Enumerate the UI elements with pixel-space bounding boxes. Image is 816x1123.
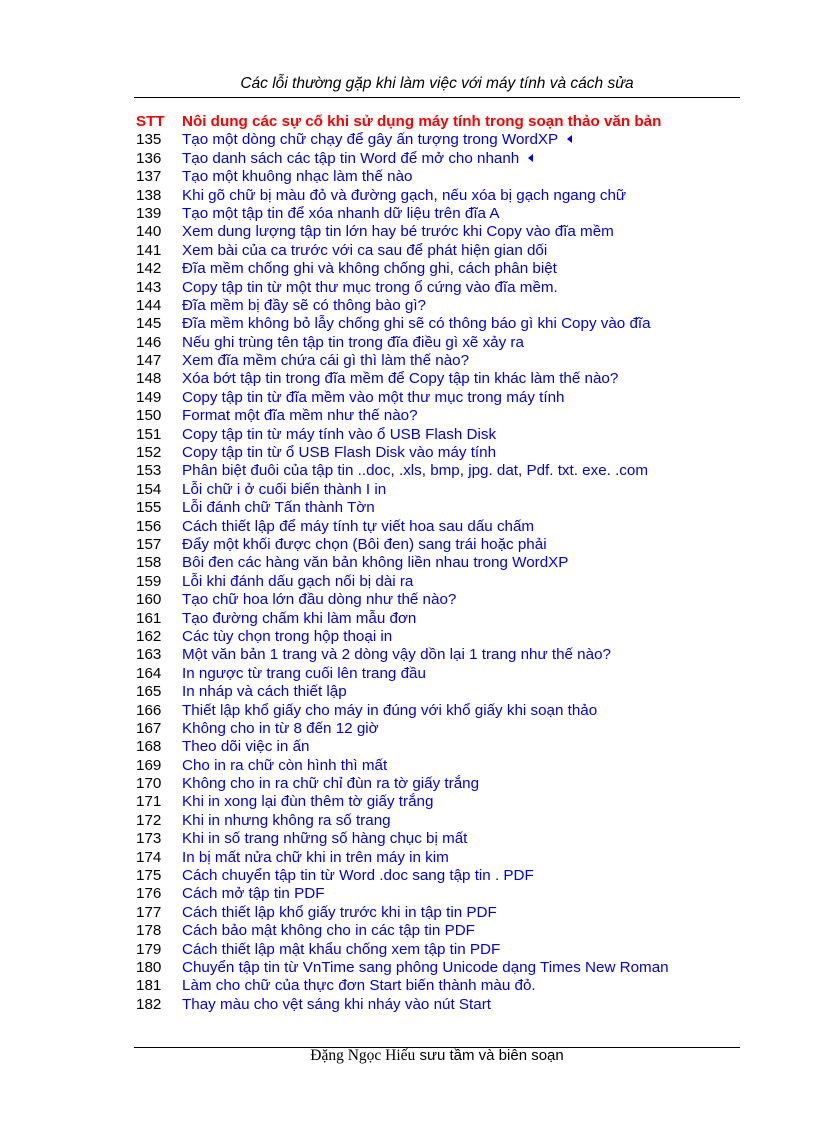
topic-link-label: Tạo danh sách các tập tin Word để mở cho nhanh: [182, 149, 520, 167]
row-number: 179: [136, 940, 162, 958]
row-number: 146: [136, 333, 162, 351]
topic-link[interactable]: [182, 223, 614, 241]
topic-link-label: Copy tập tin từ đĩa mềm vào một thư mục trong máy tính: [182, 388, 565, 406]
topic-link[interactable]: [182, 702, 597, 720]
row-number: 153: [136, 462, 162, 480]
table-row: [136, 591, 736, 609]
topic-link-label: Lỗi chữ i ở cuối biến thành I in: [182, 480, 387, 498]
table-row: [136, 426, 736, 444]
row-number: 178: [136, 922, 162, 940]
topic-link-label: Tạo chữ hoa lớn đầu dòng như thế nào?: [182, 591, 457, 609]
row-number: 155: [136, 499, 162, 517]
topic-link[interactable]: [182, 573, 413, 591]
footer-author: Đặng Ngọc Hiếu: [310, 1047, 416, 1064]
table-row: [136, 297, 736, 315]
row-number: 148: [136, 370, 162, 388]
topic-link[interactable]: [182, 536, 547, 554]
topic-link-label: Thiết lập khổ giấy cho máy in đúng với khổ giấy khi soạn thảo: [182, 701, 598, 719]
topic-link-label: Đẩy một khối được chọn (Bôi đen) sang trái hoặc phải: [182, 535, 547, 553]
table-row: [136, 702, 736, 720]
topic-link-label: Cách bảo mật không cho in các tập tin PDF: [182, 922, 475, 940]
topic-link-label: Copy tập tin từ máy tính vào ổ USB Flash Disk: [182, 425, 497, 443]
topic-link[interactable]: [182, 426, 496, 444]
table-row: [136, 462, 736, 480]
row-number: 164: [136, 664, 162, 682]
topic-link[interactable]: [182, 297, 426, 315]
table-row: [136, 628, 736, 646]
topic-link-label: Xem dung lượng tập tin lớn hay bé trước khi Copy vào đĩa mềm: [182, 223, 614, 241]
page-header-title: Các lỗi thường gặp khi làm việc với máy tính và cách sửa: [240, 75, 634, 92]
topic-link[interactable]: [182, 775, 479, 793]
row-number: 143: [136, 278, 162, 296]
table-row: [136, 518, 736, 536]
topic-link-label: Không cho in ra chữ chỉ đùn ra tờ giấy trắng: [182, 775, 480, 793]
row-number: 159: [136, 572, 162, 590]
topic-link-label: Tạo đường chấm khi làm mẫu đơn: [182, 609, 417, 627]
topic-link-label: Làm cho chữ của thực đơn Start biến thành màu đỏ.: [182, 977, 536, 995]
column-header-number: STT: [136, 113, 165, 130]
topic-link[interactable]: [182, 554, 568, 572]
table-row: [136, 977, 736, 995]
row-number: 162: [136, 627, 162, 645]
topic-link[interactable]: [182, 591, 456, 609]
row-number: 165: [136, 683, 162, 701]
topic-link[interactable]: [182, 885, 324, 903]
row-number: 154: [136, 480, 162, 498]
topic-link-label: Tạo một khuông nhạc làm thế nào: [182, 168, 413, 186]
topic-link[interactable]: [182, 959, 669, 977]
topic-link-label: Tạo một dòng chữ chạy để gây ấn tượng trong WordXP: [182, 131, 559, 149]
topic-link[interactable]: [182, 830, 467, 848]
table-row: [136, 444, 736, 462]
topic-link[interactable]: [182, 260, 557, 278]
row-number: 144: [136, 296, 162, 314]
topic-link[interactable]: [182, 610, 416, 628]
topic-link[interactable]: [182, 462, 648, 480]
table-row: [136, 242, 736, 260]
topic-link[interactable]: [182, 334, 524, 352]
row-number: 137: [136, 168, 162, 186]
table-row: [136, 334, 736, 352]
topic-link-label: Khi gõ chữ bị màu đỏ và đường gạch, nếu xóa bị gạch ngang chữ: [182, 186, 627, 204]
topic-link-label: Format một đĩa mềm như thế nào?: [182, 407, 418, 425]
table-header-row: [136, 113, 736, 131]
header-divider: [134, 97, 740, 98]
topic-link-label: Đĩa mềm không bỏ lẫy chống ghi sẽ có thông báo gì khi Copy vào đĩa: [182, 315, 651, 333]
row-number: 181: [136, 977, 162, 995]
page-footer: [134, 1047, 740, 1065]
topic-link[interactable]: [182, 187, 626, 205]
topic-link[interactable]: [182, 352, 469, 370]
topic-link-label: In ngược từ trang cuối lên trang đầu: [182, 664, 426, 682]
table-row: [136, 315, 736, 333]
row-number: 138: [136, 186, 162, 204]
topic-link-label: Cách mở tập tin PDF: [182, 885, 325, 903]
topic-link[interactable]: [182, 904, 497, 922]
row-number: 139: [136, 204, 162, 222]
row-number: 157: [136, 535, 162, 553]
topic-link-label: Cách chuyển tập tin từ Word .doc sang tập tin . PDF: [182, 867, 534, 885]
row-number: 173: [136, 830, 162, 848]
topic-link-label: Copy tập tin từ một thư mục trong ổ cứng vào đĩa mềm.: [182, 278, 558, 296]
table-row: [136, 499, 736, 517]
footer-credit: sưu tầm và biên soạn: [419, 1047, 564, 1064]
row-number: 142: [136, 260, 162, 278]
topic-link-label: Đĩa mềm bị đầy sẽ có thông bào gì?: [182, 296, 426, 314]
table-row: [136, 407, 736, 425]
topic-link[interactable]: [182, 444, 496, 462]
topic-link-label: Nếu ghi trùng tên tập tin trong đĩa điều gì xẽ xảy ra: [182, 333, 524, 351]
topic-link[interactable]: [182, 665, 426, 683]
row-number: 171: [136, 793, 162, 811]
topic-link-label: Xem bài của ca trước với ca sau để phát hiện gian dối: [182, 241, 548, 259]
table-row: [136, 665, 736, 683]
topic-link-label: Một văn bản 1 trang và 2 dòng vậy dồn lại 1 trang như thế nào?: [182, 646, 611, 664]
table-row: [136, 168, 736, 186]
topic-link[interactable]: [182, 168, 413, 186]
row-number: 147: [136, 352, 162, 370]
row-number: 163: [136, 646, 162, 664]
column-header-content: Nôi dung các sự cố khi sử dụng máy tính trong soạn thảo văn bản: [182, 113, 662, 130]
table-row: [136, 775, 736, 793]
topic-link-label: In nháp và cách thiết lập: [182, 683, 347, 701]
row-number: 166: [136, 701, 162, 719]
table-row: [136, 205, 736, 223]
topic-link-label: Phân biệt đuôi của tập tin ..doc, .xls, bmp, jpg. dat, Pdf. txt. exe. .com: [182, 462, 648, 480]
row-number: 145: [136, 315, 162, 333]
row-number: 168: [136, 738, 162, 756]
table-row: [136, 793, 736, 811]
row-number: 169: [136, 756, 162, 774]
row-number: 170: [136, 775, 162, 793]
topic-link-label: Cho in ra chữ còn hình thì mất: [182, 756, 388, 774]
topic-link-label: Xem đĩa mềm chứa cái gì thì làm thế nào?: [182, 352, 470, 370]
topic-link-label: Cách thiết lập để máy tính tự viết hoa sau dấu chấm: [182, 517, 535, 535]
table-row: [136, 389, 736, 407]
row-number: 182: [136, 995, 162, 1013]
topic-link-label: Khi in số trang những số hàng chục bị mất: [182, 830, 468, 848]
row-number: 160: [136, 591, 162, 609]
table-row: [136, 996, 736, 1014]
row-number: 175: [136, 867, 162, 885]
topic-link[interactable]: [182, 941, 500, 959]
topic-link[interactable]: [182, 279, 558, 297]
topic-link-label: Tạo một tập tin để xóa nhanh dữ liệu trên đĩa A: [182, 204, 500, 222]
table-row: [136, 150, 736, 168]
topic-link[interactable]: [182, 683, 347, 701]
topic-link[interactable]: [182, 977, 536, 995]
table-row: [136, 370, 736, 388]
row-number: 136: [136, 149, 162, 167]
row-number: 150: [136, 407, 162, 425]
table-row: [136, 131, 736, 149]
topic-link-label: Copy tập tin từ ổ USB Flash Disk vào máy tính: [182, 444, 497, 462]
topic-link[interactable]: [182, 205, 500, 223]
row-number: 151: [136, 425, 162, 443]
table-row: [136, 481, 736, 499]
topic-link-label: Các tùy chọn trong hộp thoại in: [182, 627, 393, 645]
row-number: 180: [136, 958, 162, 976]
table-row: [136, 573, 736, 591]
table-row: [136, 738, 736, 756]
topic-link-label: Lỗi khi đánh dấu gạch nối bị dài ra: [182, 572, 414, 590]
back-arrow-icon[interactable]: [567, 135, 572, 143]
topic-link-label: Thay màu cho vệt sáng khi nháy vào nút Start: [182, 995, 491, 1013]
row-number: 152: [136, 444, 162, 462]
topic-link-label: In bị mất nửa chữ khi in trên máy in kim: [182, 848, 449, 866]
topic-link[interactable]: [182, 370, 618, 388]
topic-link[interactable]: [182, 738, 310, 756]
table-row: [136, 812, 736, 830]
table-row: [136, 352, 736, 370]
row-number: 167: [136, 719, 162, 737]
table-row: [136, 646, 736, 664]
table-body: [136, 131, 736, 1014]
table-row: [136, 941, 736, 959]
topic-link[interactable]: [182, 849, 449, 867]
topic-link-label: Đĩa mềm chống ghi và không chống ghi, cách phân biệt: [182, 260, 557, 278]
topic-table: [136, 113, 736, 1014]
topic-link[interactable]: [182, 922, 475, 940]
table-row: [136, 867, 736, 885]
row-number: 140: [136, 223, 162, 241]
topic-link[interactable]: [182, 131, 572, 149]
table-row: [136, 554, 736, 572]
table-row: [136, 187, 736, 205]
table-row: [136, 757, 736, 775]
table-row: [136, 260, 736, 278]
topic-link[interactable]: [182, 389, 564, 407]
row-number: 161: [136, 609, 162, 627]
topic-link-label: Theo dõi việc in ấn: [182, 738, 310, 756]
topic-link[interactable]: [182, 407, 418, 425]
table-row: [136, 922, 736, 940]
table-row: [136, 610, 736, 628]
topic-link-label: Lỗi đánh chữ Tấn thành Tờn: [182, 499, 375, 517]
row-number: 156: [136, 517, 162, 535]
topic-link-label: Khi in xong lại đùn thêm tờ giấy trắng: [182, 793, 434, 811]
topic-link[interactable]: [182, 150, 533, 168]
topic-link[interactable]: [182, 793, 433, 811]
row-number: 174: [136, 848, 162, 866]
topic-link[interactable]: [182, 867, 534, 885]
topic-link[interactable]: [182, 481, 386, 499]
topic-link-label: Chuyển tập tin từ VnTime sang phông Unicode dạng Times New Roman: [182, 958, 669, 976]
topic-link-label: Cách thiết lập mật khẩu chống xem tập tin PDF: [182, 940, 501, 958]
topic-link[interactable]: [182, 720, 379, 738]
topic-link[interactable]: [182, 996, 491, 1014]
table-row: [136, 720, 736, 738]
table-row: [136, 279, 736, 297]
topic-link[interactable]: [182, 628, 392, 646]
table-row: [136, 959, 736, 977]
topic-link[interactable]: [182, 646, 611, 664]
topic-link-label: Xóa bớt tập tin trong đĩa mềm để Copy tập tin khác làm thế nào?: [182, 370, 619, 388]
row-number: 172: [136, 811, 162, 829]
topic-link[interactable]: [182, 315, 651, 333]
topic-link-label: Cách thiết lập khổ giấy trước khi in tập tin PDF: [182, 903, 497, 921]
row-number: 141: [136, 241, 162, 259]
table-row: [136, 885, 736, 903]
table-row: [136, 223, 736, 241]
topic-link[interactable]: [182, 518, 534, 536]
topic-link[interactable]: [182, 757, 387, 775]
topic-link-label: Khi in nhưng không ra số trang: [182, 811, 391, 829]
table-row: [136, 536, 736, 554]
row-number: 158: [136, 554, 162, 572]
back-arrow-icon[interactable]: [528, 154, 533, 162]
table-row: [136, 904, 736, 922]
table-row: [136, 849, 736, 867]
topic-link[interactable]: [182, 499, 375, 517]
topic-link-label: Bôi đen các hàng văn bản không liền nhau trong WordXP: [182, 554, 569, 572]
row-number: 135: [136, 131, 162, 149]
topic-link[interactable]: [182, 242, 547, 260]
topic-link[interactable]: [182, 812, 391, 830]
topic-link-label: Không cho in từ 8 đến 12 giờ: [182, 719, 379, 737]
row-number: 177: [136, 903, 162, 921]
table-row: [136, 683, 736, 701]
table-row: [136, 830, 736, 848]
row-number: 176: [136, 885, 162, 903]
row-number: 149: [136, 388, 162, 406]
